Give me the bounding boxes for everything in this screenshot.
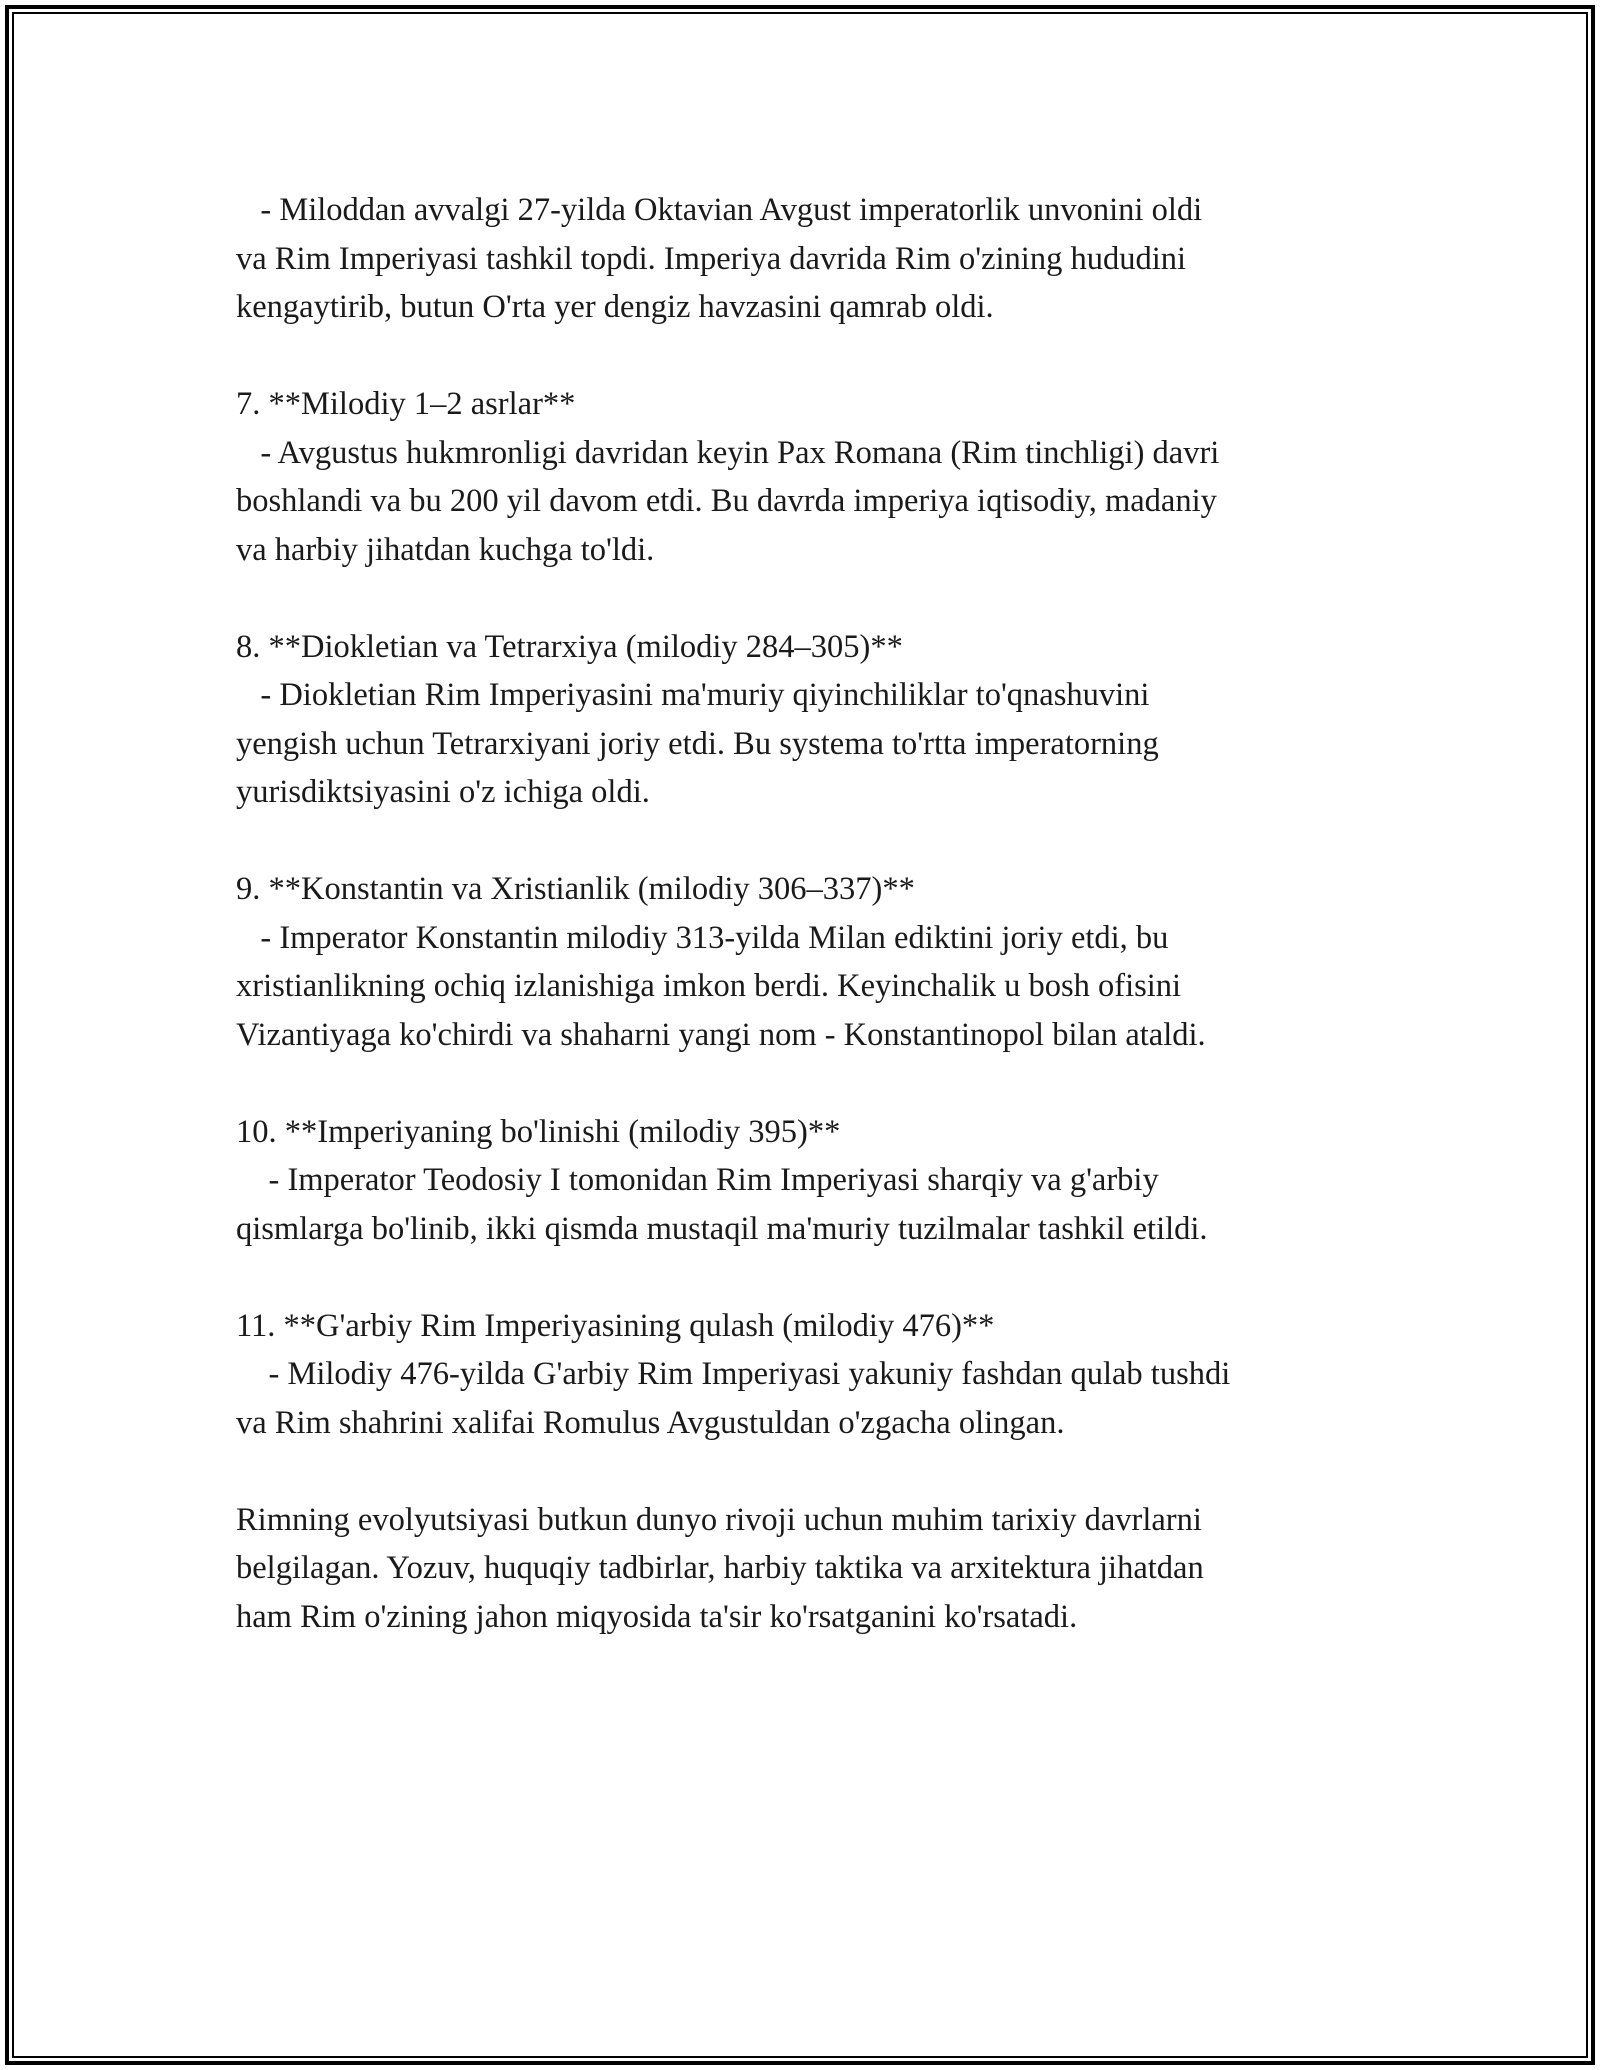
section-heading: 9. **Konstantin va Xristianlik (milodiy 306–337)** — [236, 871, 915, 907]
text-line: boshlandi va bu 200 yil davom etdi. Bu davrda imperiya iqtisodiy, madaniy — [236, 483, 1217, 519]
text-line: Rimning evolyutsiyasi butkun dunyo rivoji uchun muhim tarixiy davrlarni — [236, 1501, 1202, 1538]
text-line: - Miloddan avvalgi 27-yilda Oktavian Avgust imperatorlik unvonini oldi — [236, 192, 1203, 228]
text-line: - Imperator Teodosiy I tomonidan Rim Imperiyasi sharqiy va g'arbiy — [236, 1162, 1159, 1198]
section-7-milodiy-1-2-asrlar — [236, 380, 1386, 574]
section-heading: 7. **Milodiy 1–2 asrlar** — [236, 386, 576, 422]
section-heading: 10. **Imperiyaning bo'linishi (milodiy 395)** — [236, 1113, 841, 1150]
text-line: - Milodiy 476-yilda G'arbiy Rim Imperiyasi yakuniy fashdan qulab tushdi — [236, 1356, 1231, 1392]
text-line: - Imperator Konstantin milodiy 313-yilda Milan ediktini joriy etdi, bu — [236, 919, 1169, 956]
text-line: belgilagan. Yozuv, huquqiy tadbirlar, harbiy taktika va arxitektura jihatdan — [236, 1550, 1204, 1586]
text-line: yengish uchun Tetrarxiyani joriy etdi. Bu systema to'rtta imperatorning — [236, 725, 1159, 762]
text-line: - Diokletian Rim Imperiyasini ma'muriy qiyinchiliklar to'qnashuvini — [236, 677, 1150, 713]
text-line: xristianlikning ochiq izlanishiga imkon berdi. Keyinchalik u bosh ofisini — [236, 968, 1182, 1004]
text-line: Vizantiyaga ko'chirdi va shaharni yangi nom - Konstantinopol bilan ataldi. — [236, 1016, 1206, 1053]
section-8-diokletian — [236, 623, 1386, 817]
text-line: ham Rim o'zining jahon miqyosida ta'sir ko'rsatganini ko'rsatadi. — [236, 1598, 1078, 1635]
text-line: va harbiy jihatdan kuchga to'ldi. — [236, 531, 655, 568]
section-10-bolinishi — [236, 1108, 1386, 1254]
text-line: qismlarga bo'linib, ikki qismda mustaqil ma'muriy tuzilmalar tashkil etildi. — [236, 1210, 1208, 1247]
text-line: va Rim Imperiyasi tashkil topdi. Imperiya davrida Rim o'zining hududini — [236, 240, 1187, 277]
paragraph-conclusion — [236, 1496, 1386, 1642]
section-heading: 8. **Diokletian va Tetrarxiya (milodiy 284–305)** — [236, 628, 903, 665]
paragraph-avgust-intro — [236, 186, 1386, 332]
section-11-garbiy-rim — [236, 1302, 1386, 1448]
document-body — [236, 186, 1386, 1690]
text-line: kengaytirib, butun O'rta yer dengiz havzasini qamrab oldi. — [236, 289, 994, 325]
text-line: - Avgustus hukmronligi davridan keyin Pax Romana (Rim tinchligi) davri — [236, 434, 1220, 471]
text-line: yurisdiktsiyasini o'z ichiga oldi. — [236, 774, 650, 810]
section-9-konstantin — [236, 865, 1386, 1059]
section-heading: 11. **G'arbiy Rim Imperiyasining qulash (milodiy 476)** — [236, 1307, 995, 1344]
text-line: va Rim shahrini xalifai Romulus Avgustuldan o'zgacha olingan. — [236, 1404, 1065, 1441]
